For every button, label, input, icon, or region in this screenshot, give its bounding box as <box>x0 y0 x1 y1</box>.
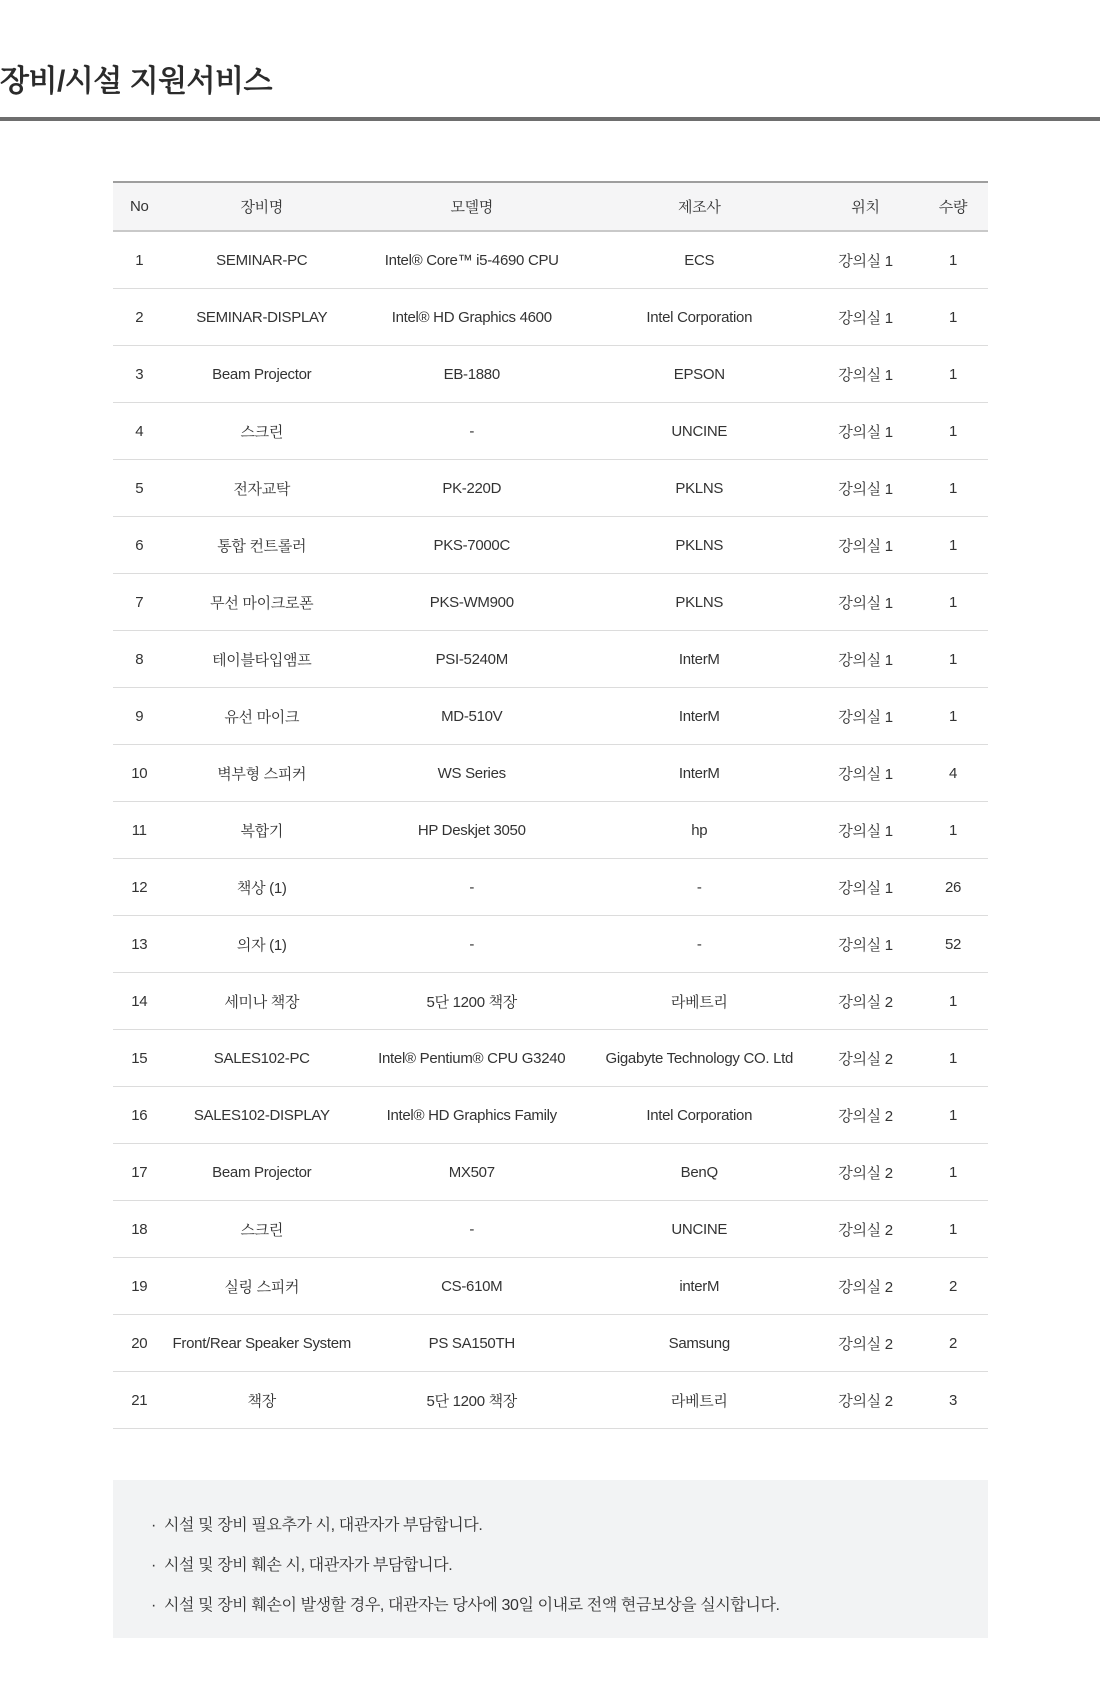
cell-no: 19 <box>113 1258 166 1315</box>
table-row <box>113 346 988 403</box>
cell-model-name: PS SA150TH <box>358 1315 586 1372</box>
cell-quantity: 1 <box>918 973 988 1030</box>
cell-model-name: 5단 1200 책장 <box>358 973 586 1030</box>
equipment-table-container <box>113 181 988 1429</box>
table-row <box>113 1030 988 1087</box>
cell-location: 강의실 1 <box>813 403 918 460</box>
cell-quantity: 1 <box>918 231 988 289</box>
cell-model-name: - <box>358 916 586 973</box>
cell-no: 10 <box>113 745 166 802</box>
cell-manufacturer: Intel Corporation <box>586 289 814 346</box>
cell-manufacturer: - <box>586 859 814 916</box>
cell-quantity: 1 <box>918 802 988 859</box>
cell-equipment-name: 복합기 <box>166 802 359 859</box>
cell-quantity: 1 <box>918 1087 988 1144</box>
cell-quantity: 1 <box>918 346 988 403</box>
cell-model-name: 5단 1200 책장 <box>358 1372 586 1429</box>
cell-location: 강의실 2 <box>813 1144 918 1201</box>
cell-location: 강의실 2 <box>813 1372 918 1429</box>
cell-quantity: 4 <box>918 745 988 802</box>
cell-quantity: 1 <box>918 517 988 574</box>
cell-no: 20 <box>113 1315 166 1372</box>
table-row <box>113 574 988 631</box>
bullet-icon: · <box>151 1557 156 1574</box>
cell-no: 1 <box>113 231 166 289</box>
column-header-equipment-name: 장비명 <box>166 182 359 231</box>
cell-manufacturer: interM <box>586 1258 814 1315</box>
cell-quantity: 1 <box>918 1201 988 1258</box>
table-row <box>113 1087 988 1144</box>
table-row <box>113 231 988 289</box>
cell-location: 강의실 1 <box>813 859 918 916</box>
cell-no: 13 <box>113 916 166 973</box>
cell-manufacturer: ECS <box>586 231 814 289</box>
cell-equipment-name: SEMINAR-DISPLAY <box>166 289 359 346</box>
table-row <box>113 859 988 916</box>
cell-manufacturer: EPSON <box>586 346 814 403</box>
cell-model-name: PKS-7000C <box>358 517 586 574</box>
cell-no: 16 <box>113 1087 166 1144</box>
cell-no: 5 <box>113 460 166 517</box>
cell-quantity: 2 <box>918 1315 988 1372</box>
table-row <box>113 688 988 745</box>
table-row <box>113 289 988 346</box>
cell-equipment-name: 전자교탁 <box>166 460 359 517</box>
note-line <box>151 1546 968 1586</box>
cell-equipment-name: 의자 (1) <box>166 916 359 973</box>
cell-location: 강의실 2 <box>813 1201 918 1258</box>
cell-equipment-name: 스크린 <box>166 1201 359 1258</box>
cell-no: 12 <box>113 859 166 916</box>
cell-model-name: Intel® HD Graphics Family <box>358 1087 586 1144</box>
cell-location: 강의실 1 <box>813 289 918 346</box>
column-header-model-name: 모델명 <box>358 182 586 231</box>
cell-equipment-name: SALES102-PC <box>166 1030 359 1087</box>
cell-manufacturer: Samsung <box>586 1315 814 1372</box>
cell-model-name: - <box>358 403 586 460</box>
table-row <box>113 460 988 517</box>
bullet-icon: · <box>151 1517 156 1534</box>
cell-quantity: 1 <box>918 688 988 745</box>
cell-model-name: - <box>358 859 586 916</box>
cell-model-name: MD-510V <box>358 688 586 745</box>
title-divider <box>0 117 1100 121</box>
note-text: 시설 및 장비 훼손 시, 대관자가 부담합니다. <box>163 1557 453 1574</box>
cell-equipment-name: SEMINAR-PC <box>166 231 359 289</box>
table-row <box>113 916 988 973</box>
cell-location: 강의실 2 <box>813 1030 918 1087</box>
cell-equipment-name: 세미나 책장 <box>166 973 359 1030</box>
cell-location: 강의실 1 <box>813 745 918 802</box>
cell-no: 21 <box>113 1372 166 1429</box>
cell-no: 2 <box>113 289 166 346</box>
cell-equipment-name: Beam Projector <box>166 1144 359 1201</box>
cell-quantity: 1 <box>918 1144 988 1201</box>
cell-model-name: CS-610M <box>358 1258 586 1315</box>
note-text: 시설 및 장비 필요추가 시, 대관자가 부담합니다. <box>163 1517 483 1534</box>
cell-model-name: PSI-5240M <box>358 631 586 688</box>
cell-quantity: 26 <box>918 859 988 916</box>
cell-no: 11 <box>113 802 166 859</box>
column-header-quantity: 수량 <box>918 182 988 231</box>
table-row <box>113 1144 988 1201</box>
cell-manufacturer: InterM <box>586 688 814 745</box>
cell-location: 강의실 1 <box>813 574 918 631</box>
cell-manufacturer: UNCINE <box>586 403 814 460</box>
cell-location: 강의실 2 <box>813 1315 918 1372</box>
table-row <box>113 1315 988 1372</box>
page-title: 장비/시설 지원서비스 <box>0 65 272 98</box>
column-header-location: 위치 <box>813 182 918 231</box>
cell-model-name: Intel® Core™ i5-4690 CPU <box>358 231 586 289</box>
cell-quantity: 1 <box>918 631 988 688</box>
table-body <box>113 231 988 1429</box>
table-row <box>113 631 988 688</box>
cell-model-name: EB-1880 <box>358 346 586 403</box>
bullet-icon: · <box>151 1597 156 1614</box>
cell-no: 17 <box>113 1144 166 1201</box>
cell-location: 강의실 1 <box>813 916 918 973</box>
cell-manufacturer: InterM <box>586 745 814 802</box>
cell-location: 강의실 1 <box>813 346 918 403</box>
cell-equipment-name: Beam Projector <box>166 346 359 403</box>
cell-equipment-name: 유선 마이크 <box>166 688 359 745</box>
cell-no: 3 <box>113 346 166 403</box>
cell-location: 강의실 2 <box>813 1087 918 1144</box>
cell-no: 14 <box>113 973 166 1030</box>
cell-manufacturer: - <box>586 916 814 973</box>
cell-equipment-name: 벽부형 스피커 <box>166 745 359 802</box>
equipment-table <box>113 181 988 1429</box>
table-header-row <box>113 182 988 231</box>
note-line <box>151 1506 968 1546</box>
table-row <box>113 1201 988 1258</box>
cell-location: 강의실 1 <box>813 802 918 859</box>
table-row <box>113 745 988 802</box>
cell-quantity: 1 <box>918 289 988 346</box>
cell-equipment-name: 무선 마이크로폰 <box>166 574 359 631</box>
cell-manufacturer: Gigabyte Technology CO. Ltd <box>586 1030 814 1087</box>
cell-manufacturer: PKLNS <box>586 517 814 574</box>
cell-manufacturer: 라베트리 <box>586 1372 814 1429</box>
table-row <box>113 517 988 574</box>
cell-manufacturer: PKLNS <box>586 574 814 631</box>
cell-no: 6 <box>113 517 166 574</box>
column-header-no: No <box>113 182 166 231</box>
cell-equipment-name: 책상 (1) <box>166 859 359 916</box>
cell-no: 4 <box>113 403 166 460</box>
cell-equipment-name: 통합 컨트롤러 <box>166 517 359 574</box>
cell-equipment-name: 실링 스피커 <box>166 1258 359 1315</box>
cell-model-name: PKS-WM900 <box>358 574 586 631</box>
notes-box <box>113 1480 988 1638</box>
cell-model-name: HP Deskjet 3050 <box>358 802 586 859</box>
cell-model-name: MX507 <box>358 1144 586 1201</box>
table-row <box>113 973 988 1030</box>
cell-quantity: 1 <box>918 460 988 517</box>
cell-quantity: 1 <box>918 1030 988 1087</box>
cell-manufacturer: UNCINE <box>586 1201 814 1258</box>
cell-location: 강의실 1 <box>813 631 918 688</box>
cell-manufacturer: PKLNS <box>586 460 814 517</box>
cell-location: 강의실 1 <box>813 231 918 289</box>
cell-quantity: 52 <box>918 916 988 973</box>
cell-manufacturer: hp <box>586 802 814 859</box>
cell-manufacturer: BenQ <box>586 1144 814 1201</box>
table-row <box>113 403 988 460</box>
cell-manufacturer: Intel Corporation <box>586 1087 814 1144</box>
cell-no: 15 <box>113 1030 166 1087</box>
cell-equipment-name: 책장 <box>166 1372 359 1429</box>
table-header <box>113 182 988 231</box>
cell-location: 강의실 2 <box>813 973 918 1030</box>
cell-quantity: 2 <box>918 1258 988 1315</box>
cell-manufacturer: InterM <box>586 631 814 688</box>
cell-manufacturer: 라베트리 <box>586 973 814 1030</box>
cell-model-name: PK-220D <box>358 460 586 517</box>
note-text: 시설 및 장비 훼손이 발생할 경우, 대관자는 당사에 30일 이내로 전액 현금보상을 실시합니다. <box>163 1597 780 1614</box>
cell-no: 18 <box>113 1201 166 1258</box>
cell-no: 8 <box>113 631 166 688</box>
cell-location: 강의실 1 <box>813 517 918 574</box>
cell-equipment-name: Front/Rear Speaker System <box>166 1315 359 1372</box>
cell-equipment-name: 스크린 <box>166 403 359 460</box>
cell-equipment-name: SALES102-DISPLAY <box>166 1087 359 1144</box>
cell-no: 7 <box>113 574 166 631</box>
cell-quantity: 3 <box>918 1372 988 1429</box>
table-row <box>113 1258 988 1315</box>
note-line <box>151 1586 968 1626</box>
cell-quantity: 1 <box>918 403 988 460</box>
table-row <box>113 802 988 859</box>
cell-model-name: WS Series <box>358 745 586 802</box>
cell-model-name: - <box>358 1201 586 1258</box>
cell-location: 강의실 2 <box>813 1258 918 1315</box>
cell-model-name: Intel® Pentium® CPU G3240 <box>358 1030 586 1087</box>
cell-no: 9 <box>113 688 166 745</box>
cell-model-name: Intel® HD Graphics 4600 <box>358 289 586 346</box>
cell-location: 강의실 1 <box>813 460 918 517</box>
column-header-manufacturer: 제조사 <box>586 182 814 231</box>
cell-location: 강의실 1 <box>813 688 918 745</box>
cell-quantity: 1 <box>918 574 988 631</box>
table-row <box>113 1372 988 1429</box>
cell-equipment-name: 테이블타입앰프 <box>166 631 359 688</box>
